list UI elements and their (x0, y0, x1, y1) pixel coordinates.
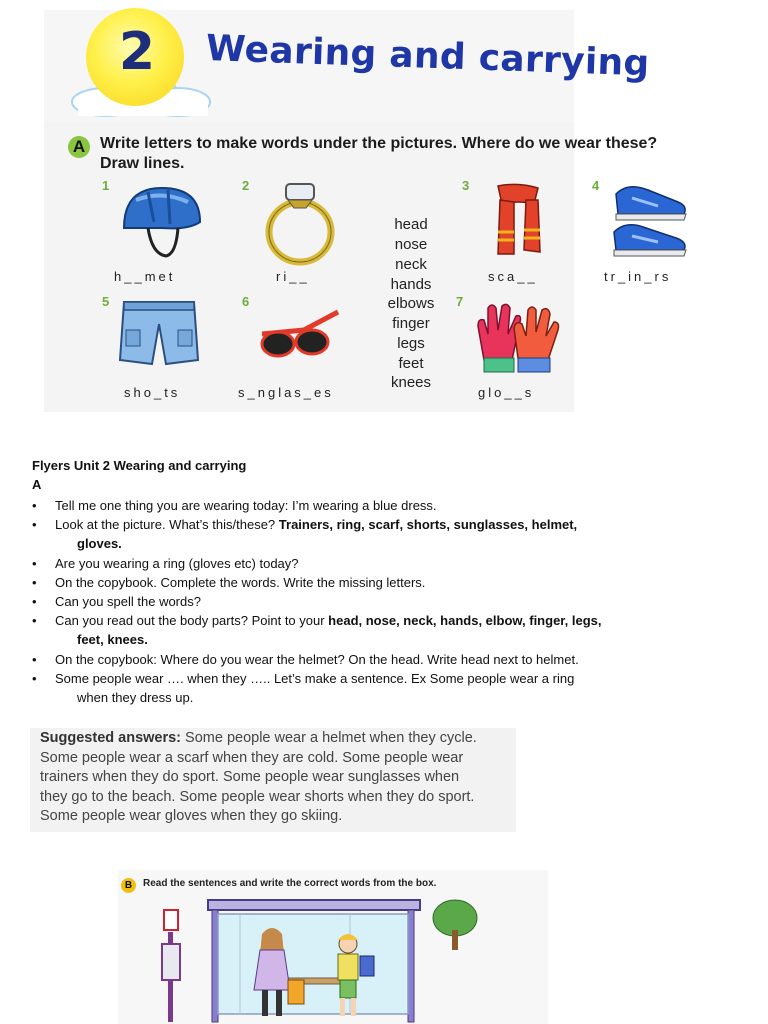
notes-section-label: A (32, 477, 42, 492)
note-bullet: • Can you read out the body parts? Point to your head, nose, neck, hands, elbow, finger, legs, feet, knees. (32, 613, 602, 647)
answer-line: trainers when they do sport. Some people wear sunglasses when (40, 769, 460, 785)
body-part-word[interactable]: neck (395, 256, 427, 273)
note-bullet: • Are you wearing a ring (gloves etc) today? (32, 556, 299, 571)
answers-label: Suggested answers: (40, 730, 182, 746)
exercise-a-badge: A (68, 136, 90, 158)
body-part-word[interactable]: nose (394, 236, 428, 253)
notes-title: Flyers Unit 2 Wearing and carrying (32, 458, 247, 473)
suggested-answers-box: Suggested answers: Some people wear a helmet when they cycle. Some people wear a scarf when they are cold. Some people wear trainers when they do sport. Some people wear sunglasses when they go to the beach. Some people wear shorts when they do sport. Some people wear gloves when they go skiing. (30, 728, 516, 832)
ring-icon (262, 180, 338, 266)
body-part-word[interactable]: finger (392, 315, 430, 332)
exercise-b-instruction: Read the sentences and write the correct words from the box. (143, 878, 437, 889)
missing-letter-word[interactable]: h__met (114, 269, 176, 284)
answer-line: Some people wear gloves when they go skiing. (40, 808, 343, 824)
body-part-word[interactable]: feet (398, 355, 424, 372)
missing-letter-word[interactable]: s_nglas_es (238, 385, 334, 400)
answer-line: Some people wear a scarf when they are cold. Some people wear (40, 749, 464, 766)
exercise-a-instruction (100, 134, 700, 174)
trainers-icon (608, 180, 692, 258)
body-part-word[interactable]: knees (390, 374, 432, 391)
missing-letter-word[interactable]: ri__ (276, 269, 310, 284)
item-number: 4 (592, 178, 600, 193)
answer-line: they go to the beach. Some people wear shorts when they do sport. (40, 788, 475, 805)
helmet-icon (118, 182, 204, 262)
item-number: 3 (462, 178, 470, 193)
item-number: 7 (456, 294, 464, 309)
body-part-word[interactable]: elbows (387, 295, 435, 312)
item-number: 2 (242, 178, 250, 193)
missing-letter-word[interactable]: glo__s (478, 385, 535, 400)
note-bullet: • Tell me one thing you are wearing today: I’m wearing a blue dress. (32, 498, 437, 513)
instruction-line: Write letters to make words under the pictures. Where do we wear these? (100, 135, 658, 152)
missing-letter-word[interactable]: sca__ (488, 269, 538, 284)
body-part-word[interactable]: hands (390, 276, 432, 293)
item-number: 5 (102, 294, 110, 309)
item-number: 1 (102, 178, 110, 193)
shorts-icon (118, 298, 200, 370)
note-bullet: • Some people wear …. when they ….. Let’s make a sentence. Ex Some people wear a ring when they dress up. (32, 671, 575, 705)
note-bullet: • On the copybook. Complete the words. Write the missing letters. (32, 575, 426, 590)
page-title: Wearing and carrying (205, 28, 651, 85)
note-bullet: • Can you spell the words? (32, 594, 201, 609)
scarf-icon (490, 182, 546, 262)
body-part-word[interactable]: legs (397, 335, 425, 352)
unit-number: 2 (118, 22, 156, 82)
exercise-b-badge: B (121, 878, 136, 893)
note-bullet: • Look at the picture. What’s this/these? Trainers, ring, scarf, shorts, sunglasses, helmet, gloves. (32, 517, 578, 551)
sunglasses-icon (258, 308, 344, 360)
instruction-line: Draw lines. (100, 155, 185, 172)
body-part-word[interactable]: head (394, 216, 428, 233)
bus-stop-illustration (150, 894, 490, 1024)
missing-letter-word[interactable]: tr_in_rs (604, 269, 672, 284)
missing-letter-word[interactable]: sho_ts (124, 385, 181, 400)
note-bullet: • On the copybook: Where do you wear the helmet? On the head. Write head next to helmet. (32, 652, 579, 667)
item-number: 6 (242, 294, 250, 309)
gloves-icon (472, 300, 562, 376)
